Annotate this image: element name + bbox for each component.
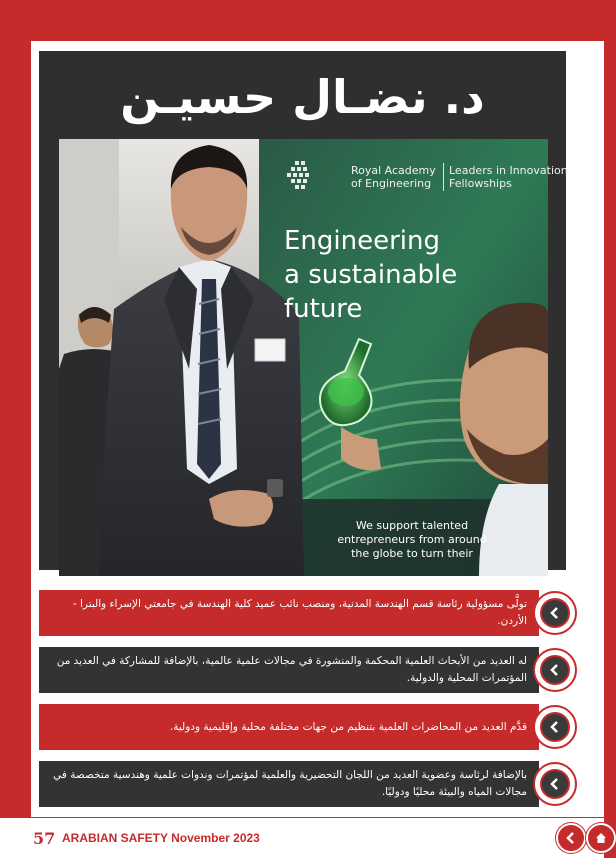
poster-org-line1: Royal Academy <box>351 164 436 177</box>
chevron-left-icon <box>549 778 561 790</box>
bio-item-text: بالإضافة لرئاسة وعضوية العديد من اللجان التحضيرية والعلمية لمؤتمرات وندوات علمية وهندسية متخصصة في مجالات المياه والبيئة محليًا ودوليًا. <box>53 769 527 798</box>
poster-support-line1: We support talented <box>355 519 469 532</box>
magazine-issue: ARABIAN SAFETY November 2023 <box>62 831 260 845</box>
bio-item-text: له العديد من الأبحاث العلمية المحكمة والمنشورة في مجالات علمية عالمية، بالإضافة للمشاركة في العديد من المؤتمرات المحلية والدولية. <box>56 655 527 684</box>
home-button[interactable] <box>586 823 616 853</box>
poster-org-line2: of Engineering <box>351 177 432 190</box>
home-icon <box>594 831 608 845</box>
chevron-left-icon <box>549 721 561 733</box>
poster-headline <box>284 224 544 326</box>
bio-item-text: قدَّم العديد من المحاضرات العلمية بتنظيم من جهات مختلفة محلية وإقليمية ودولية. <box>169 720 527 733</box>
chevron-left-icon <box>549 607 561 619</box>
poster-support-line2: entrepreneurs from around <box>337 533 487 546</box>
chevron-left-icon <box>549 664 561 676</box>
bio-item <box>39 704 566 750</box>
poster-headline-line3: future <box>284 294 363 324</box>
page <box>31 41 604 817</box>
poster-headline-line2: a sustainable <box>284 260 458 290</box>
poster-program-line1: Leaders in Innovation <box>449 164 568 177</box>
poster-program-line2: Fellowships <box>449 177 512 190</box>
page-footer <box>0 818 604 858</box>
bio-item-text: تولَّى مسؤولية رئاسة قسم الهندسة المدنية، ومنصب نائب عميد كلية الهندسة في جامعتي الإسراء والبترا - الأردن. <box>72 598 527 627</box>
bio-item <box>39 590 566 636</box>
page-number: 57 <box>33 829 56 848</box>
bullet <box>533 705 577 749</box>
poster-headline-line1: Engineering <box>284 226 440 256</box>
poster-divider <box>443 163 444 191</box>
bio-item <box>39 647 566 693</box>
photo-illustration <box>59 139 548 576</box>
profile-frame <box>39 51 566 570</box>
poster-org <box>351 164 451 190</box>
poster-program <box>449 164 589 190</box>
poster-support <box>327 519 497 561</box>
bullet <box>533 762 577 806</box>
prev-page-button[interactable] <box>556 823 586 853</box>
bio-item <box>39 761 566 807</box>
poster-support-line3: the globe to turn their <box>351 547 473 560</box>
portrait-photo <box>59 139 568 576</box>
bullet <box>533 648 577 692</box>
page-title: د. نضـال حسيـن <box>120 70 485 124</box>
bullet <box>533 591 577 635</box>
chevron-left-icon <box>565 832 577 844</box>
